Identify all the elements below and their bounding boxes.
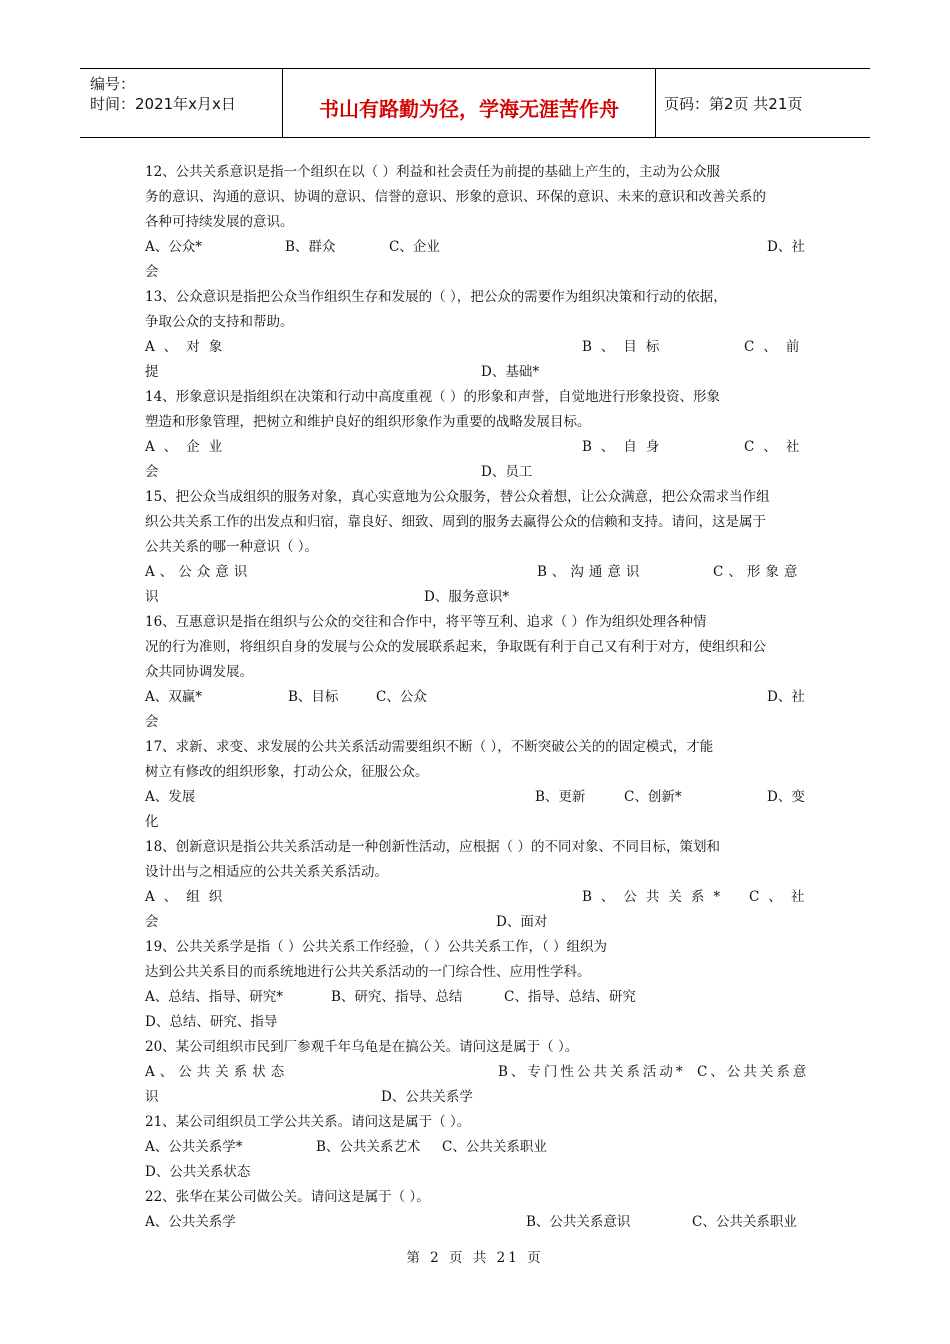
- q15-option-c: C、形象意: [713, 564, 803, 580]
- motto-cell: [282, 69, 656, 137]
- q13-option-c-cont: 提: [145, 364, 159, 380]
- q21-option-a: A、公共关系学*: [145, 1139, 243, 1155]
- q21-stem-1: 21、某公司组织员工学公共关系。请问这是属于（ ）。: [145, 1114, 471, 1130]
- q12-stem-3: 各种可持续发展的意识。: [145, 214, 294, 230]
- q13-options: [145, 335, 807, 360]
- q22-option-b: B、公共关系意识: [526, 1214, 631, 1230]
- q17-option-c: C、创新*: [624, 789, 682, 805]
- q14-options-cont: [145, 460, 807, 485]
- q12-stem-1: 12、公共关系意识是指一个组织在以（ ）利益和社会责任为前提的基础上产生的，主动为公众服: [145, 164, 720, 180]
- q20-stem-1: 20、某公司组织市民到厂参观千年乌龟是在搞公关。请问这是属于（ ）。: [145, 1039, 579, 1055]
- q22-options: [145, 1210, 807, 1235]
- q13-option-d: D、基础*: [481, 364, 540, 380]
- q20-option-c-cont: 识: [145, 1089, 159, 1105]
- q15-stem-2: 织公共关系工作的出发点和归宿，靠良好、细致、周到的服务去赢得公众的信赖和支持。请问，这是属于: [145, 514, 766, 530]
- q19-option-d: D、总结、研究、指导: [145, 1014, 278, 1030]
- q17-option-a: A、发展: [145, 789, 196, 805]
- q12-stem-2: 务的意识、沟通的意识、协调的意识、信誉的意识、形象的意识、环保的意识、未来的意识和改善关系的: [145, 189, 766, 205]
- q17-stem-2: 树立有修改的组织形象，打动公众，征服公众。: [145, 764, 429, 780]
- q13-stem-2: 争取公众的支持和帮助。: [145, 314, 294, 330]
- q16-option-a: A、双赢*: [145, 689, 202, 705]
- q18-stem-2: 设计出与之相适应的公共关系关系活动。: [145, 864, 388, 880]
- q18-option-c: C、社: [749, 889, 814, 905]
- q19-options: [145, 985, 807, 1010]
- question-list: [145, 160, 814, 1235]
- q18-options: [145, 885, 814, 910]
- q12-option-b: B、群众: [285, 239, 336, 255]
- q16-option-d-cont: 会: [145, 714, 159, 730]
- q19-option-c: C、指导、总结、研究: [504, 989, 636, 1005]
- q20-option-c: C、公共关系意: [697, 1064, 810, 1080]
- q15-option-d: D、服务意识*: [424, 589, 510, 605]
- q15-option-b: B、沟通意识: [537, 564, 645, 580]
- document-header: [80, 68, 870, 138]
- q15-options-cont: [145, 585, 807, 610]
- q13-option-b: B、目标: [582, 339, 669, 355]
- q13-option-a: A、对象: [145, 339, 232, 355]
- q18-stem-1: 18、创新意识是指公共关系活动是一种创新性活动，应根据（ ）的不同对象、不同目标，策划和: [145, 839, 720, 855]
- q14-option-d: D、员工: [481, 464, 533, 480]
- page-footer: 第 2 页 共 21 页: [406, 1250, 544, 1266]
- q13-options-cont: [145, 360, 807, 385]
- q21-options: [145, 1135, 807, 1160]
- q21-option-c: C、公共关系职业: [442, 1139, 547, 1155]
- q16-stem-2: 况的行为准则，将组织自身的发展与公众的发展联系起来，争取既有利于自己又有利于对方，使组织和公: [145, 639, 766, 655]
- q14-stem-1: 14、形象意识是指组织在决策和行动中高度重视（ ）的形象和声誉，自觉地进行形象投资、形象: [145, 389, 720, 405]
- q19-stem-2: 达到公共关系目的而系统地进行公共关系活动的一门综合性、应用性学科。: [145, 964, 591, 980]
- doc-number-label: 编号：: [90, 75, 136, 93]
- q15-stem-1: 15、把公众当成组织的服务对象，真心实意地为公众服务，替公众着想，让公众满意，把公众需求当作组: [145, 489, 770, 505]
- q17-options: [145, 785, 807, 810]
- q17-option-b: B、更新: [535, 789, 586, 805]
- q18-option-b: B、公共关系*: [582, 889, 730, 905]
- q14-option-b: B、自身: [582, 439, 669, 455]
- q14-option-a: A、企业: [145, 439, 232, 455]
- q22-option-c: C、公共关系职业: [692, 1214, 797, 1230]
- q17-option-d: D、变: [767, 789, 805, 805]
- q12-option-d-cont: 会: [145, 264, 159, 280]
- motto-text: 书山有路勤为径，学海无涯苦作舟: [319, 97, 619, 121]
- q20-option-b: B、专门性公共关系活动*: [498, 1064, 686, 1080]
- q18-option-a: A、组织: [145, 889, 232, 905]
- q15-option-c-cont: 识: [145, 589, 159, 605]
- q20-options: [145, 1060, 810, 1085]
- q13-stem-1: 13、公众意识是指把公众当作组织生存和发展的（ ），把公众的需要作为组织决策和行动的依据，: [145, 289, 727, 305]
- q16-stem-1: 16、互惠意识是指在组织与公众的交往和合作中，将平等互利、追求（ ）作为组织处理各种情: [145, 614, 707, 630]
- q14-option-c-cont: 会: [145, 464, 159, 480]
- q18-option-d: D、面对: [496, 914, 548, 930]
- q12-options: [145, 235, 807, 260]
- q22-option-a: A、公共关系学: [145, 1214, 236, 1230]
- page-info: 页码：第2页 共21页: [664, 95, 803, 113]
- q14-stem-2: 塑造和形象管理，把树立和维护良好的组织形象作为重要的战略发展目标。: [145, 414, 591, 430]
- doc-time-label: 时间：2021年x月x日: [90, 95, 236, 113]
- q15-options: [145, 560, 807, 585]
- q13-option-c: C、前: [744, 339, 809, 355]
- q12-option-a: A、公众*: [145, 239, 202, 255]
- q18-options-cont: [145, 910, 807, 935]
- q17-option-d-cont: 化: [145, 814, 159, 830]
- q12-option-d: D、社: [767, 239, 805, 255]
- q20-option-d: D、公共关系学: [381, 1089, 473, 1105]
- q21-option-d: D、公共关系状态: [145, 1164, 251, 1180]
- q19-option-b: B、研究、指导、总结: [331, 989, 463, 1005]
- q16-options: [145, 685, 807, 710]
- q21-option-b: B、公共关系艺术: [316, 1139, 421, 1155]
- q16-stem-3: 众共同协调发展。: [145, 664, 253, 680]
- q14-option-c: C、社: [744, 439, 809, 455]
- q12-option-c: C、企业: [389, 239, 440, 255]
- q19-stem-1: 19、公共关系学是指（ ）公共关系工作经验，（ ）公共关系工作，（ ）组织为: [145, 939, 608, 955]
- q18-option-c-cont: 会: [145, 914, 159, 930]
- q17-stem-1: 17、求新、求变、求发展的公共关系活动需要组织不断（ ），不断突破公关的的固定模式，才能: [145, 739, 714, 755]
- q22-stem-1: 22、张华在某公司做公关。请问这是属于（ ）。: [145, 1189, 430, 1205]
- q19-option-a: A、总结、指导、研究*: [145, 989, 283, 1005]
- q15-stem-3: 公共关系的哪一种意识（ ）。: [145, 539, 319, 555]
- q16-option-c: C、公众: [376, 689, 427, 705]
- q14-options: [145, 435, 807, 460]
- q16-option-d: D、社: [767, 689, 805, 705]
- q20-option-a: A、公共关系状态: [145, 1064, 290, 1080]
- q15-option-a: A、公众意识: [145, 564, 253, 580]
- q16-option-b: B、目标: [288, 689, 339, 705]
- q20-options-cont: [145, 1085, 807, 1110]
